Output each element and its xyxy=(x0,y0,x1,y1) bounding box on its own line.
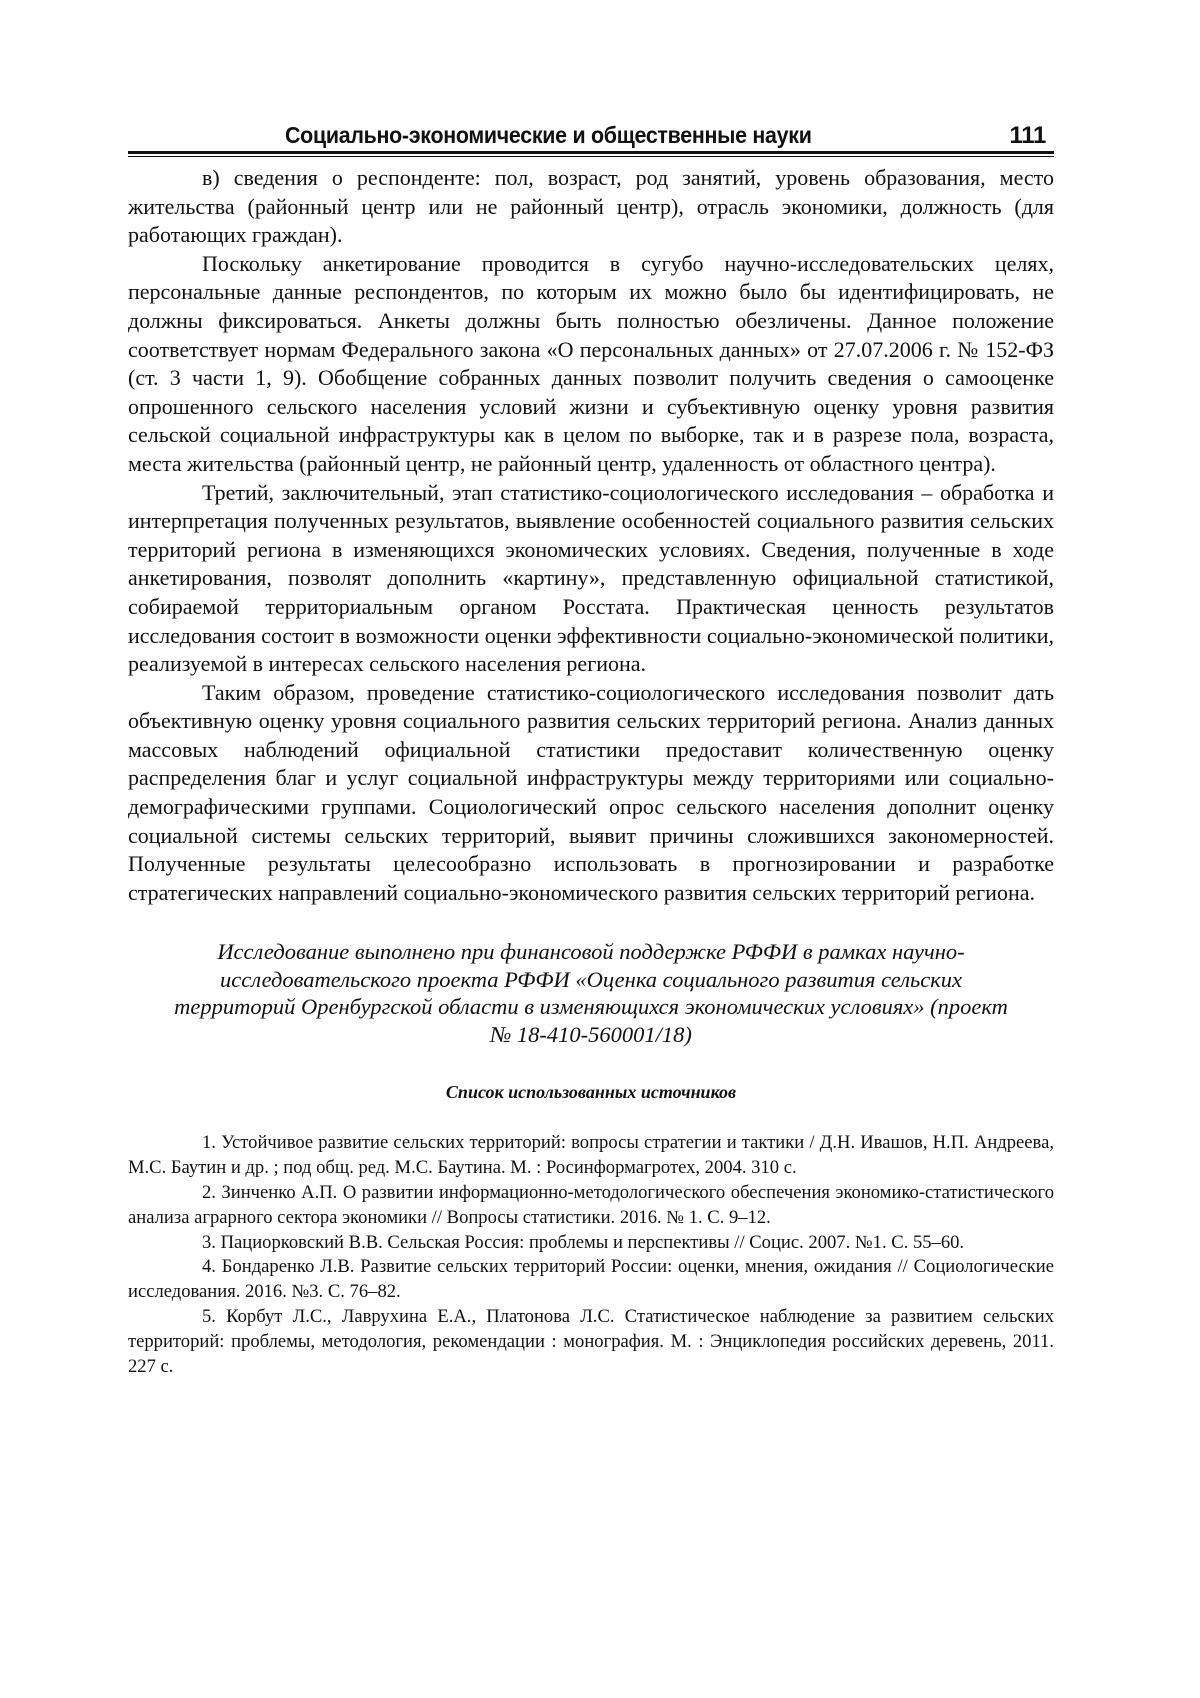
running-header xyxy=(128,118,1054,154)
reference-item: 3. Пациорковский В.В. Сельская Россия: проблемы и перспективы // Социс. 2007. №1. С. 55–60. xyxy=(202,1231,965,1253)
paragraph: Поскольку анкетирование проводится в сугубо научно-исследовательских целях, персональные данные респондентов, по которым их можно было бы идентифицировать, не должны фиксироваться. Анкеты должны быть полностью обезличены. Данное положение соответствует нормам Федерального закона «О персональных данных» от 27.07.2006 г. № 152-ФЗ (ст. 3 части 1, 9). Обобщение собранных данных позволит получить сведения о самооценке опрошенного сельского населения условий жизни и субъективную оценку уровня развития сельской социальной инфраструктуры как в целом по выборке, так и в разрезе пола, возраста, места жительства (районный центр, не районный центр, удаленность от областного центра). xyxy=(128,250,1054,476)
section-title: Социально-экономические и общественные науки xyxy=(285,122,812,148)
header-rule xyxy=(128,151,1054,157)
references-list xyxy=(128,1131,1054,1379)
journal-page xyxy=(128,118,1054,1379)
references-heading: Список использованных источников xyxy=(445,1082,737,1103)
reference-item: 2. Зинченко А.П. О развитии информационно-методологического обеспечения экономико-статистического анализа аграрного сектора экономики // Вопросы статистики. 2016. № 1. С. 9–12. xyxy=(128,1182,1054,1228)
page-number: 111 xyxy=(1009,122,1046,149)
body-text xyxy=(128,164,1054,907)
paragraph: в) сведения о респонденте: пол, возраст, род занятий, уровень образования, место жительства (районный центр или не районный центр), отрасль экономики, должность (для работающих граждан). xyxy=(128,165,1054,248)
paragraph: Третий, заключительный, этап статистико-социологического исследования – обработка и интерпретация полученных результатов, выявление особенностей социального развития сельских территорий региона в изменяющихся экономических условиях. Сведения, полученные в ходе анкетирования, позволят дополнить «картину», представленную официальной статистикой, собираемой территориальным органом Росстата. Практическая ценность результатов исследования состоит в возможности оценки эффективности социально-экономической политики, реализуемой в интересах сельского населения региона. xyxy=(128,479,1054,677)
reference-item: 1. Устойчивое развитие сельских территорий: вопросы стратегии и тактики / Д.Н. Ивашов, Н.П. Андреева, М.С. Баутин и др. ; под общ. ред. М.С. Баутина. М. : Росинформагротех, 2004. 310 с. xyxy=(128,1132,1054,1179)
reference-item: 5. Корбут Л.С., Лаврухина Е.А., Платонова Л.С. Статистическое наблюдение за развитием сельских территорий: проблемы, методология, рекомендации : монография. М. : Энциклопедия российских деревень, 2011. 227 с. xyxy=(128,1306,1054,1377)
paragraph: Таким образом, проведение статистико-социологического исследования позволит дать объективную оценку уровня социального развития сельских территорий региона. Анализ данных массовых наблюдений официальной статистики предоставит количественную оценку распределения благ и услуг социальной инфраструктуры между территориями или социально-демографическими группами. Социологический опрос сельского населения дополнит оценку социальной системы сельских территорий, выявит причины сложившихся закономерностей. Полученные результаты целесообразно использовать в прогнозировании и разработке стратегических направлений социально-экономического развития сельских территорий региона. xyxy=(128,679,1054,905)
funding-acknowledgement: Исследование выполнено при финансовой поддержке РФФИ в рамках научно-исследовательского проекта РФФИ «Оценка социального развития сельских территорий Оренбургской области в изменяющихся экономических условиях» (проект № 18-410-560001/18) xyxy=(174,939,1008,1047)
reference-item: 4. Бондаренко Л.В. Развитие сельских территорий России: оценки, мнения, ожидания // Социологические исследования. 2016. №3. С. 76–82. xyxy=(128,1256,1054,1303)
